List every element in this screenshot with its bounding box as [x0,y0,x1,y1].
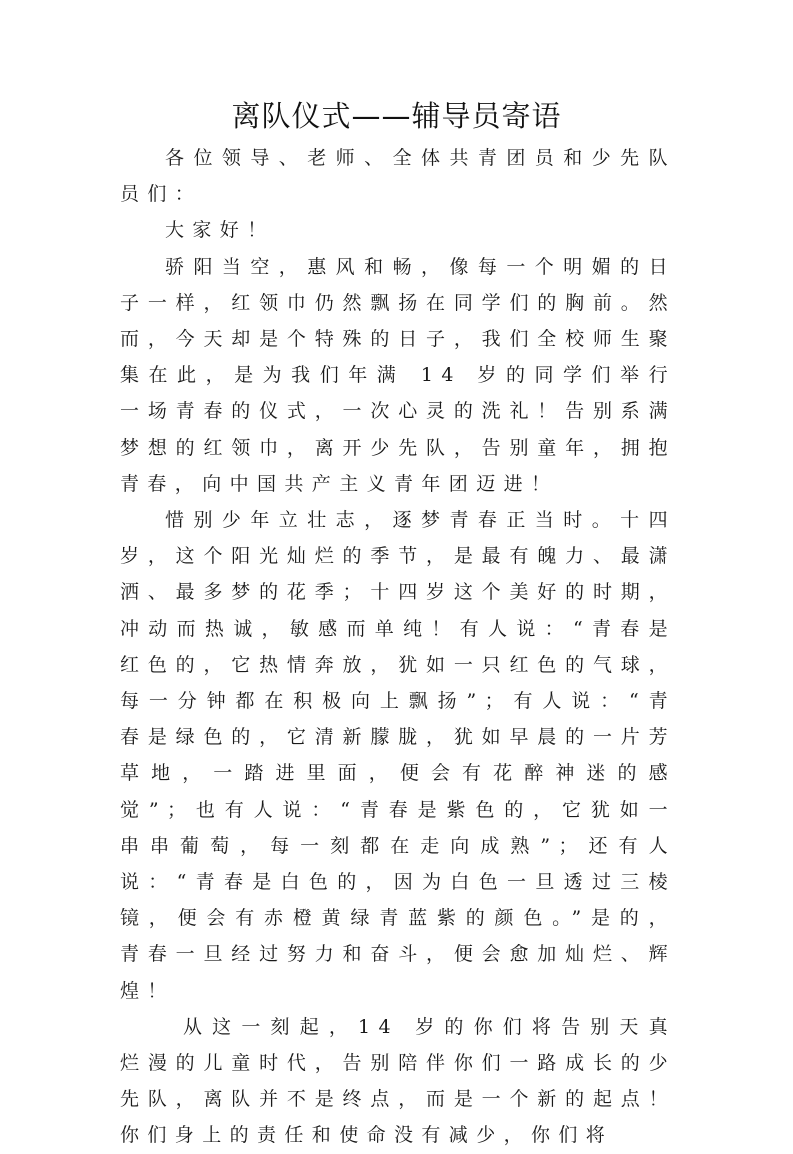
paragraph-2: 惜别少年立壮志，逐梦青春正当时。十四岁，这个阳光灿烂的季节，是最有魄力、最潇洒、最多梦的花季；十四岁这个美好的时期，冲动而热诚，敏感而单纯！有人说：“青春是红色的，它热情奔放，犹如一只红色的气球，每一分钟都在积极向上飘扬”；有人说：“青春是绿色的，它清新朦胧，犹如早晨的一片芳草地，一踏进里面，便会有花醉神迷的感觉”；也有人说：“青春是紫色的，它犹如一串串葡萄，每一刻都在走向成熟”；还有人说：“青春是白色的，因为白色一旦透过三棱镜，便会有赤橙黄绿青蓝紫的颜色。”是的，青春一旦经过努力和奋斗，便会愈加灿烂、辉煌！ [120,509,676,1002]
document-body [120,140,676,1154]
document-title: 离队仪式——辅导员寄语 [231,99,562,133]
salutation: 各位领导、老师、全体共青团员和少先队员们： [120,147,676,206]
paragraph-3: 从这一刻起，14 岁的你们将告别天真烂漫的儿童时代，告别陪伴你们一路成长的少先队，离队并不是终点，而是一个新的起点！你们身上的责任和使命没有减少，你们将 [120,1015,676,1147]
paragraph-1: 骄阳当空，惠风和畅，像每一个明媚的日子一样，红领巾仍然飘扬在同学们的胸前。然而，今天却是个特殊的日子，我们全校师生聚集在此，是为我们年满 14 岁的同学们举行一场青春的仪式，一次心灵的洗礼！告别系满梦想的红领巾，离开少先队，告别童年，拥抱青春，向中国共产主义青年团迈进！ [120,255,676,495]
greeting: 大家好！ [165,219,275,242]
